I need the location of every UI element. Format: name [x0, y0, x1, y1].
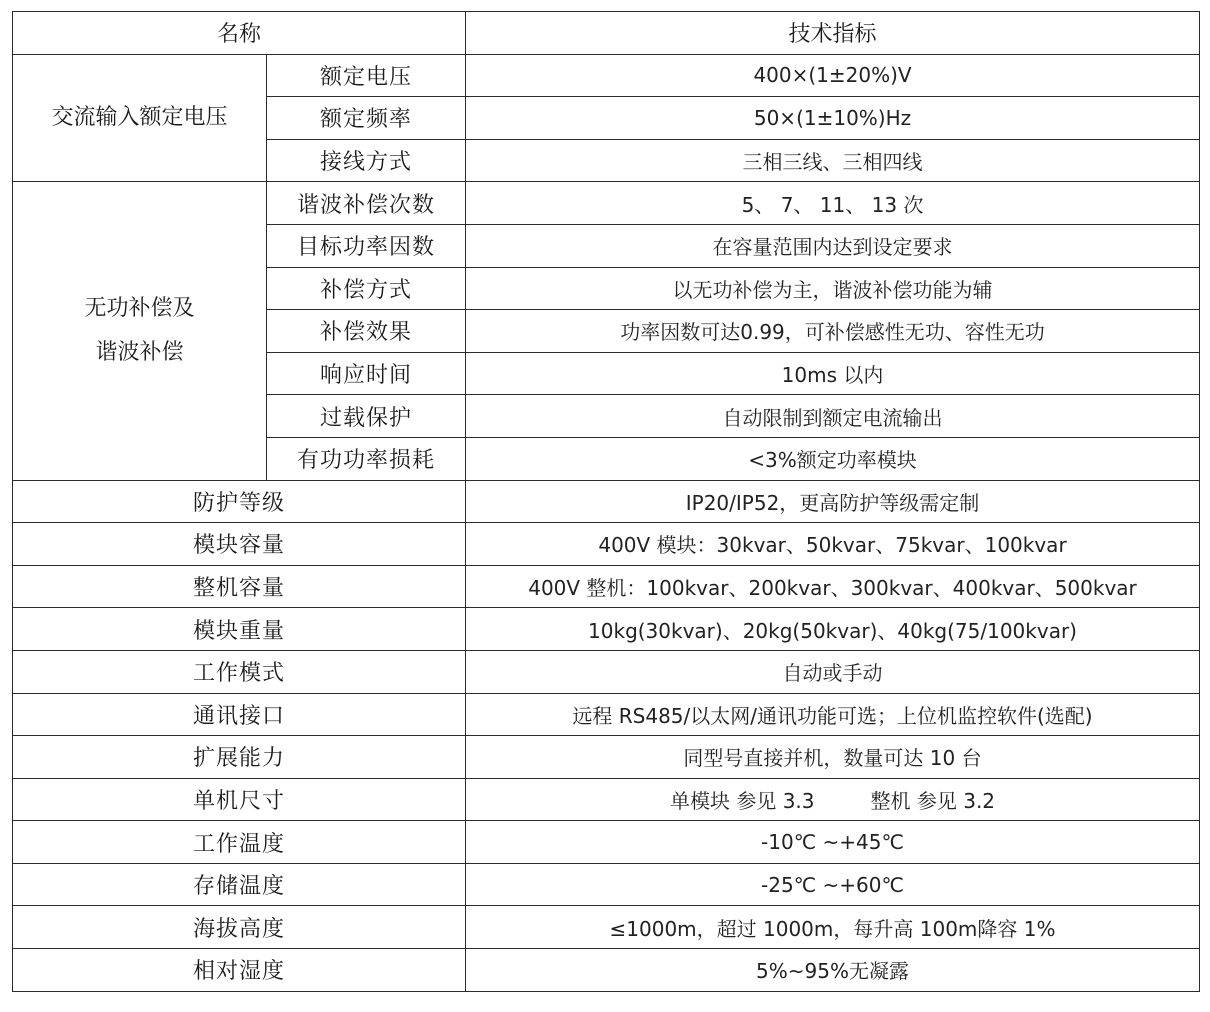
table-row: [13, 736, 1200, 779]
row-value: 10ms 以内: [466, 352, 1200, 395]
row-value: 功率因数可达0.99，可补偿感性无功、容性无功: [466, 310, 1200, 353]
table-row: [13, 523, 1200, 566]
group-label-ac-input: 交流输入额定电压: [13, 54, 267, 182]
spec-table: [12, 11, 1200, 992]
table-row: [13, 608, 1200, 651]
row-name: 目标功率因数: [267, 224, 466, 267]
table-row: [13, 182, 1200, 225]
table-row: [13, 778, 1200, 821]
row-value: 10kg(30kvar)、20kg(50kvar)、40kg(75/100kvar): [466, 608, 1200, 651]
row-name: 额定电压: [267, 54, 466, 97]
table-row: [13, 821, 1200, 864]
row-value: 400V 模块：30kvar、50kvar、75kvar、100kvar: [466, 523, 1200, 566]
row-name: 防护等级: [13, 480, 466, 523]
row-value: <3%额定功率模块: [466, 437, 1200, 480]
row-name: 存储温度: [13, 863, 466, 906]
table-row: [13, 565, 1200, 608]
row-value-part: 单模块 参见 3.3: [669, 788, 815, 813]
row-name: 海拔高度: [13, 906, 466, 949]
group-label-compensation: [13, 182, 267, 480]
row-value: 在容量范围内达到设定要求: [466, 224, 1200, 267]
row-name: 整机容量: [13, 565, 466, 608]
row-name: 通讯接口: [13, 693, 466, 736]
row-name: 模块容量: [13, 523, 466, 566]
table-row: [13, 54, 1200, 97]
row-name: 单机尺寸: [13, 778, 466, 821]
row-name: 过载保护: [267, 395, 466, 438]
row-value: 以无功补偿为主，谐波补偿功能为辅: [466, 267, 1200, 310]
row-value: 50×(1±10%)Hz: [466, 97, 1200, 140]
table-row: [13, 693, 1200, 736]
table-row: [13, 650, 1200, 693]
table-row: [13, 906, 1200, 949]
group-label-line: 无功补偿及: [84, 295, 195, 321]
row-name: 补偿方式: [267, 267, 466, 310]
row-name: 额定频率: [267, 97, 466, 140]
row-value: 同型号直接并机，数量可达 10 台: [466, 736, 1200, 779]
row-value: -25℃ ~+60℃: [466, 863, 1200, 906]
row-name: 谐波补偿次数: [267, 182, 466, 225]
row-value: [466, 778, 1200, 821]
row-value: 自动或手动: [466, 650, 1200, 693]
row-value-part: 整机 参见 3.2: [870, 788, 996, 813]
row-value: ≤1000m，超过 1000m，每升高 100m降容 1%: [466, 906, 1200, 949]
group-label-line: 谐波补偿: [95, 339, 184, 365]
row-name: 模块重量: [13, 608, 466, 651]
row-name: 补偿效果: [267, 310, 466, 353]
row-value: 5、 7、 11、 13 次: [466, 182, 1200, 225]
header-name: 名称: [13, 12, 466, 55]
row-value: 5%~95%无凝露: [466, 949, 1200, 992]
row-name: 有功功率损耗: [267, 437, 466, 480]
table-row: [13, 949, 1200, 992]
row-value: -10℃ ~+45℃: [466, 821, 1200, 864]
row-name: 工作温度: [13, 821, 466, 864]
row-value: 自动限制到额定电流输出: [466, 395, 1200, 438]
row-value: 三相三线、三相四线: [466, 139, 1200, 182]
row-value: 400V 整机：100kvar、200kvar、300kvar、400kvar、500kvar: [466, 565, 1200, 608]
row-name: 响应时间: [267, 352, 466, 395]
row-value: IP20/IP52，更高防护等级需定制: [466, 480, 1200, 523]
row-name: 扩展能力: [13, 736, 466, 779]
row-value: 远程 RS485/以太网/通讯功能可选；上位机监控软件(选配): [466, 693, 1200, 736]
row-name: 接线方式: [267, 139, 466, 182]
row-value: 400×(1±20%)V: [466, 54, 1200, 97]
row-name: 工作模式: [13, 650, 466, 693]
header-spec: 技术指标: [466, 12, 1200, 55]
header-row: [13, 12, 1200, 55]
table-row: [13, 863, 1200, 906]
row-name: 相对湿度: [13, 949, 466, 992]
table-row: [13, 480, 1200, 523]
